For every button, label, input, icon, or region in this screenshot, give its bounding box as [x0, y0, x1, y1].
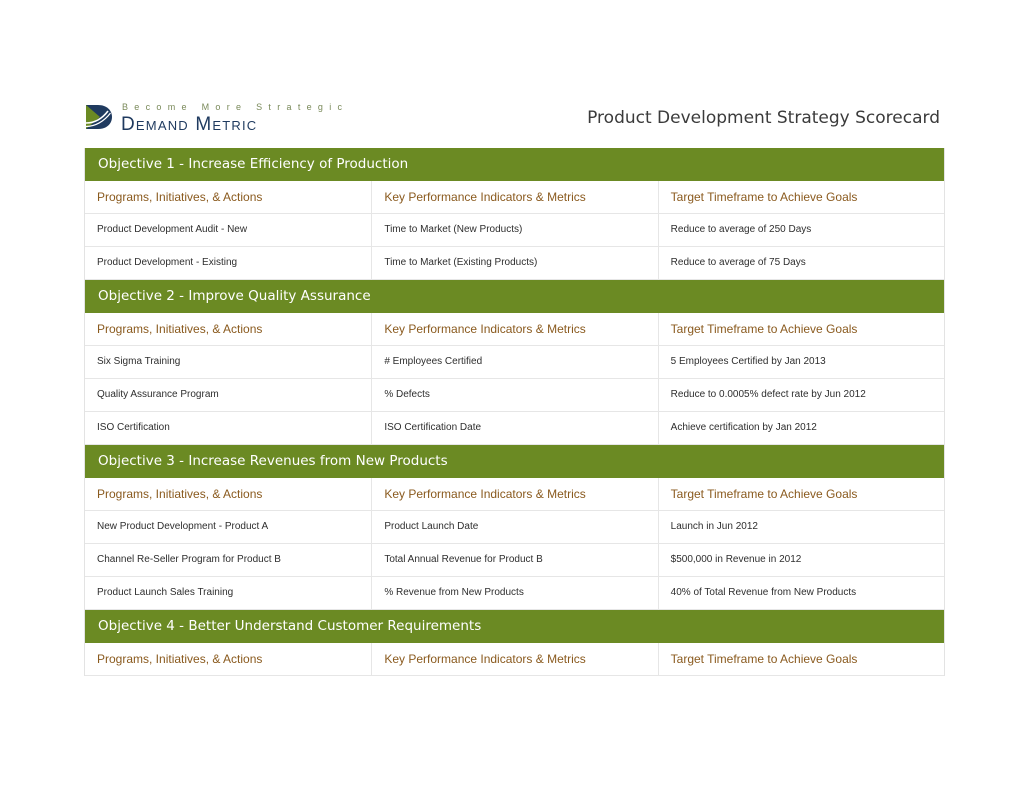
- column-header-programs: Programs, Initiatives, & Actions: [97, 322, 263, 336]
- target-cell: Achieve certification by Jan 2012: [658, 412, 944, 444]
- logo-tagline: Become More Strategic: [122, 102, 349, 112]
- program-cell: ISO Certification: [97, 422, 170, 433]
- target-cell: Launch in Jun 2012: [658, 511, 944, 543]
- column-header-row: [85, 313, 944, 346]
- demand-metric-logo: [84, 100, 354, 136]
- column-header-kpis: Key Performance Indicators & Metrics: [371, 478, 657, 510]
- objective-header: Objective 3 - Increase Revenues from New Products: [85, 445, 944, 478]
- target-cell: $500,000 in Revenue in 2012: [658, 544, 944, 576]
- kpi-cell: Time to Market (New Products): [371, 214, 657, 246]
- column-header-programs: Programs, Initiatives, & Actions: [97, 652, 263, 666]
- target-cell: 5 Employees Certified by Jan 2013: [658, 346, 944, 378]
- program-cell: Quality Assurance Program: [97, 389, 219, 400]
- table-row: [85, 247, 944, 280]
- table-row: [85, 346, 944, 379]
- kpi-cell: % Revenue from New Products: [371, 577, 657, 609]
- kpi-cell: Product Launch Date: [371, 511, 657, 543]
- column-header-target: Target Timeframe to Achieve Goals: [658, 313, 944, 345]
- column-header-programs: Programs, Initiatives, & Actions: [97, 190, 263, 204]
- table-row: [85, 379, 944, 412]
- scorecard-table: [84, 148, 945, 676]
- program-cell: Six Sigma Training: [97, 356, 181, 367]
- page-header: [84, 100, 944, 136]
- kpi-cell: Total Annual Revenue for Product B: [371, 544, 657, 576]
- objective-header: Objective 2 - Improve Quality Assurance: [85, 280, 944, 313]
- program-cell: New Product Development - Product A: [97, 521, 269, 532]
- logo-wordmark: Demand Metric: [121, 114, 258, 135]
- column-header-row: [85, 181, 944, 214]
- column-header-kpis: Key Performance Indicators & Metrics: [371, 181, 657, 213]
- kpi-cell: % Defects: [371, 379, 657, 411]
- target-cell: Reduce to average of 75 Days: [658, 247, 944, 279]
- program-cell: Product Development Audit - New: [97, 224, 248, 235]
- column-header-target: Target Timeframe to Achieve Goals: [658, 643, 944, 675]
- target-cell: 40% of Total Revenue from New Products: [658, 577, 944, 609]
- program-cell: Product Development - Existing: [97, 257, 238, 268]
- target-cell: Reduce to 0.0005% defect rate by Jun 2012: [658, 379, 944, 411]
- kpi-cell: Time to Market (Existing Products): [371, 247, 657, 279]
- table-row: [85, 214, 944, 247]
- table-row: [85, 577, 944, 610]
- program-cell: Product Launch Sales Training: [97, 587, 234, 598]
- kpi-cell: ISO Certification Date: [371, 412, 657, 444]
- column-header-target: Target Timeframe to Achieve Goals: [658, 478, 944, 510]
- column-header-kpis: Key Performance Indicators & Metrics: [371, 643, 657, 675]
- program-cell: Channel Re-Seller Program for Product B: [97, 554, 281, 565]
- kpi-cell: # Employees Certified: [371, 346, 657, 378]
- objective-header: Objective 4 - Better Understand Customer Requirements: [85, 610, 944, 643]
- column-header-programs: Programs, Initiatives, & Actions: [97, 487, 263, 501]
- objective-header: Objective 1 - Increase Efficiency of Production: [85, 148, 944, 181]
- table-row: [85, 544, 944, 577]
- table-row: [85, 511, 944, 544]
- column-header-kpis: Key Performance Indicators & Metrics: [371, 313, 657, 345]
- column-header-row: [85, 478, 944, 511]
- table-row: [85, 412, 944, 445]
- demand-metric-logo-icon: [84, 103, 114, 131]
- column-header-target: Target Timeframe to Achieve Goals: [658, 181, 944, 213]
- document-title: Product Development Strategy Scorecard: [587, 108, 940, 128]
- column-header-row: [85, 643, 944, 676]
- target-cell: Reduce to average of 250 Days: [658, 214, 944, 246]
